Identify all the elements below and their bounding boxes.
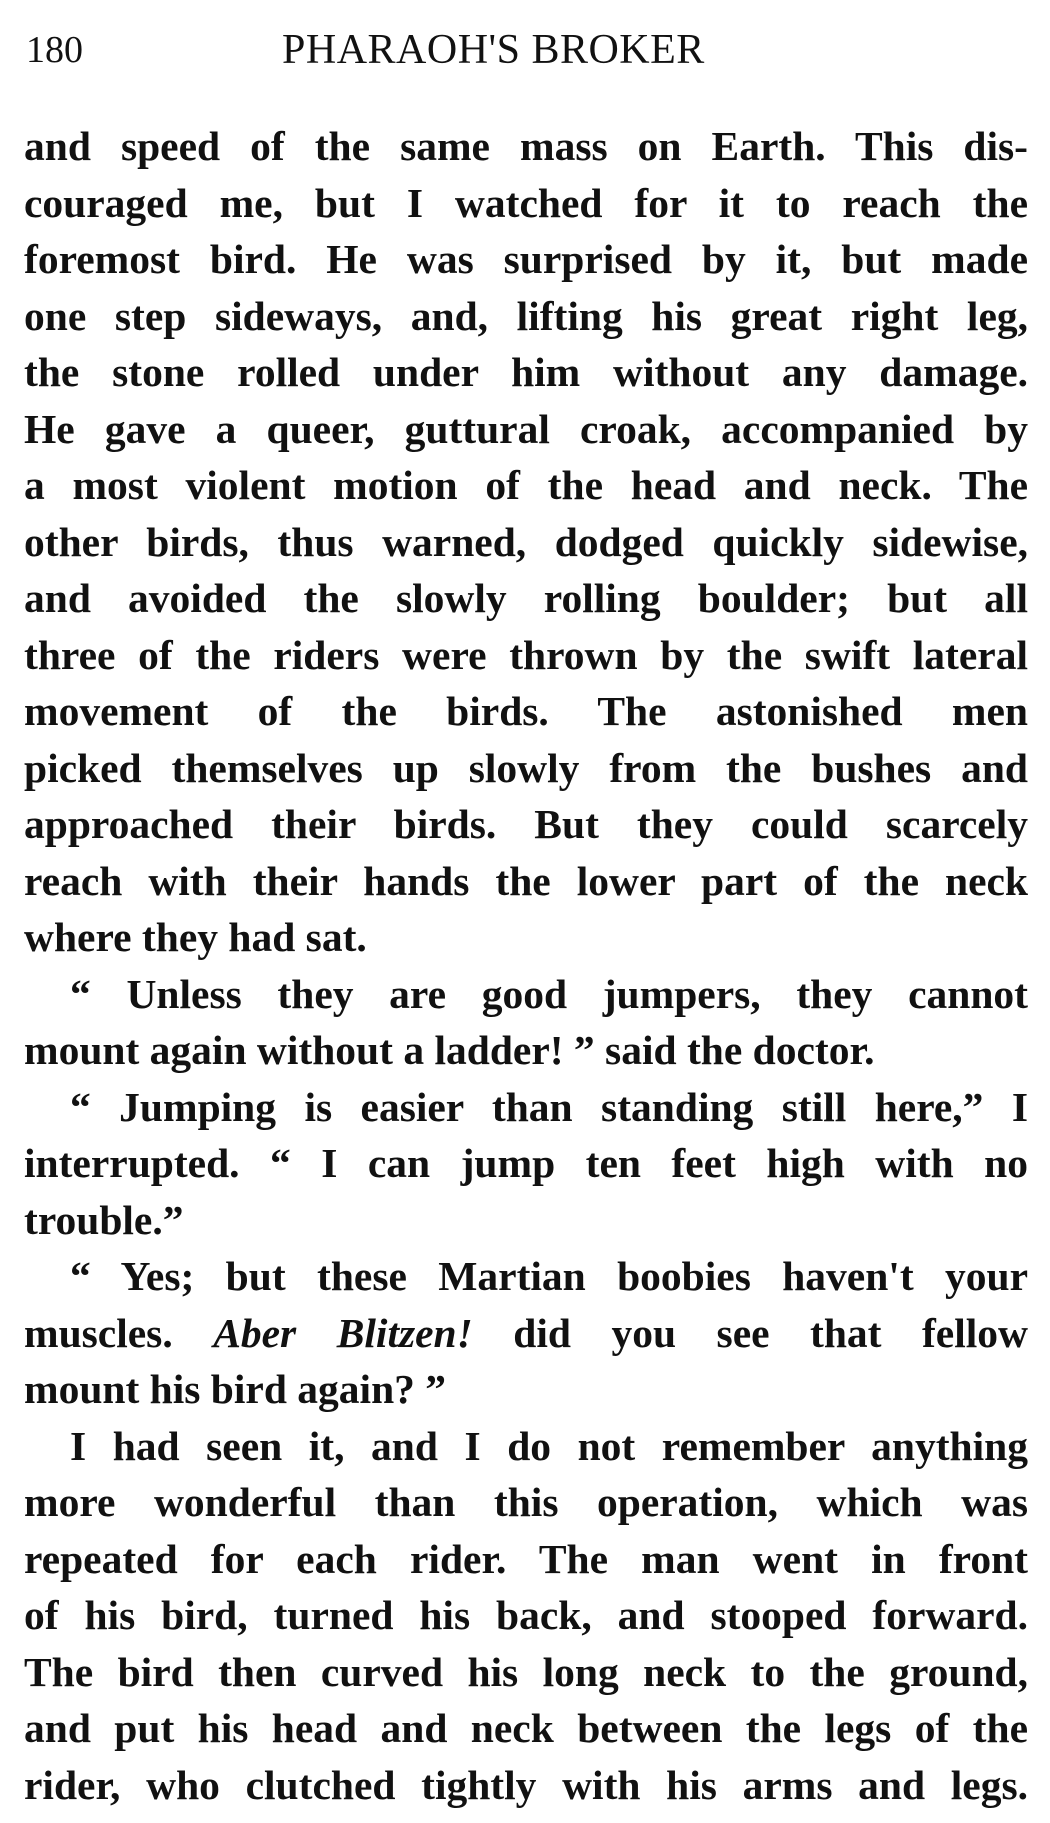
text-line: The bird then curved his long neck to the ground, <box>24 1648 1028 1695</box>
text-line: “ Jumping is easier than standing still here,” I <box>70 1083 1028 1130</box>
body-text <box>24 118 1028 1813</box>
text-line: and speed of the same mass on Earth. This dis- <box>24 123 1028 169</box>
text-line: interrupted. “ I can jump ten feet high with no <box>24 1140 1028 1186</box>
text-line: and put his head and neck between the legs of the <box>24 1705 1028 1751</box>
text-line: a most violent motion of the head and neck. The <box>24 462 1028 508</box>
text-line: mount again without a ladder! ” said the doctor. <box>24 1027 875 1073</box>
paragraph <box>24 1079 1028 1249</box>
paragraph <box>24 1418 1028 1814</box>
text-line: more wonderful than this operation, which was <box>24 1479 1028 1525</box>
text-line: the stone rolled under him without any damage. <box>24 349 1028 395</box>
text-line: I had seen it, and I do not remember anything <box>70 1422 1028 1469</box>
text-line: trouble.” <box>24 1196 184 1243</box>
text-line: “ Yes; but these Martian boobies haven't your <box>70 1253 1028 1299</box>
text-line: foremost bird. He was surprised by it, but made <box>24 236 1028 282</box>
text-line: approached their birds. But they could scarcely <box>24 801 1028 847</box>
page-number: 180 <box>26 29 83 71</box>
text-line: reach with their hands the lower part of the neck <box>24 857 1028 904</box>
text-line <box>24 1305 1028 1362</box>
text-line: of his bird, turned his back, and stooped forward. <box>24 1592 1028 1638</box>
text-line: and avoided the slowly rolling boulder; but all <box>24 575 1028 621</box>
text-line: repeated for each rider. The man went in front <box>24 1535 1028 1582</box>
text-line: where they had sat. <box>24 914 367 960</box>
text-segment: muscles. <box>24 1309 214 1356</box>
text-line: one step sideways, and, lifting his great right leg, <box>24 292 1028 339</box>
text-line: movement of the birds. The astonished men <box>24 688 1028 734</box>
paragraph <box>24 1248 1028 1418</box>
paragraph <box>24 118 1028 966</box>
paragraph <box>24 966 1028 1079</box>
text-line: other birds, thus warned, dodged quickly sidewise, <box>24 518 1028 565</box>
book-page <box>24 14 1028 1813</box>
text-line: “ Unless they are good jumpers, they cannot <box>70 970 1028 1017</box>
text-line: He gave a queer, guttural croak, accompanied by <box>24 405 1028 452</box>
italic-phrase: Aber Blitzen! <box>213 1309 473 1356</box>
text-segment: did you see that fellow <box>472 1309 1029 1356</box>
text-line: rider, who clutched tightly with his arms and legs. <box>24 1761 1028 1808</box>
page-header <box>24 14 1028 80</box>
text-line: picked themselves up slowly from the bushes and <box>24 744 1028 791</box>
running-title: PHARAOH'S BROKER <box>282 27 705 73</box>
text-line: couraged me, but I watched for it to reach the <box>24 179 1028 226</box>
text-line: three of the riders were thrown by the swift lateral <box>24 631 1028 678</box>
text-line: mount his bird again? ” <box>24 1366 447 1412</box>
